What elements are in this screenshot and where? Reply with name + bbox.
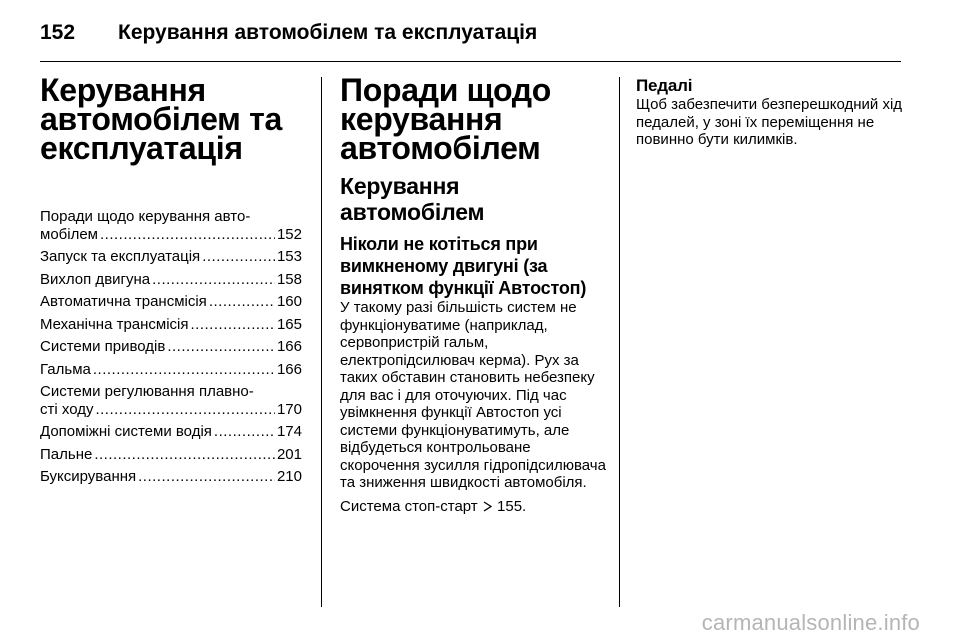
toc-item-label: Допоміжні системи водія bbox=[40, 423, 212, 440]
toc-leader bbox=[95, 401, 275, 419]
toc-item-label: Вихлоп двигуна bbox=[40, 270, 151, 288]
toc-item-page: 174 bbox=[276, 423, 302, 440]
toc-item-page: 201 bbox=[276, 445, 302, 463]
toc-item-label: сті ходу bbox=[40, 400, 94, 418]
pedals-column bbox=[636, 76, 908, 149]
toc-item-page: 152 bbox=[276, 225, 302, 243]
column-divider-1 bbox=[321, 77, 322, 607]
reference-page: 155. bbox=[497, 497, 527, 515]
cross-reference[interactable] bbox=[340, 498, 608, 516]
toc-item[interactable] bbox=[40, 271, 302, 289]
page-number: 152 bbox=[40, 21, 76, 44]
toc-item[interactable] bbox=[40, 293, 302, 311]
section-heading: Керування автомобілем bbox=[340, 173, 485, 225]
toc-item-page: 153 bbox=[276, 248, 302, 265]
driving-hints-column bbox=[340, 72, 608, 515]
subheading: Ніколи не котіться при вимкненому двигуні (за винятком функції Автостоп) bbox=[340, 234, 587, 298]
toc-item-label: Запуск та експлуатація bbox=[40, 248, 201, 265]
toc-item-page: 166 bbox=[276, 338, 302, 355]
toc-leader bbox=[100, 226, 275, 244]
toc-leader bbox=[93, 361, 275, 379]
toc-leader bbox=[152, 271, 275, 289]
toc-list bbox=[40, 208, 302, 486]
toc-item-label: Пальне bbox=[40, 445, 93, 463]
header-rule bbox=[40, 61, 901, 62]
toc-item[interactable] bbox=[40, 248, 302, 266]
toc-item-page: 158 bbox=[276, 270, 302, 288]
toc-item[interactable] bbox=[40, 468, 302, 486]
toc-item-page: 160 bbox=[276, 293, 302, 310]
reference-label: Система стоп-старт bbox=[340, 497, 478, 515]
toc-item-page: 170 bbox=[276, 400, 302, 418]
toc-item-page: 210 bbox=[276, 468, 302, 485]
chapter-title: Керування автомобілем та експлуатація bbox=[40, 72, 282, 166]
pedals-text: Щоб забезпечити безперешкодний хід педалей, у зоні їх переміщення не повинно бути килимків. bbox=[636, 96, 903, 148]
toc-leader bbox=[191, 316, 275, 334]
toc-item-label: Буксирування bbox=[40, 468, 137, 485]
page-reference-arrow-icon bbox=[482, 501, 493, 512]
section-title: Поради щодо керування автомобілем bbox=[340, 72, 552, 166]
toc-item-label: Автоматична трансмісія bbox=[40, 293, 207, 310]
toc-item-page: 166 bbox=[276, 360, 302, 378]
toc-item[interactable] bbox=[40, 208, 302, 243]
chapter-column bbox=[40, 72, 302, 491]
toc-item-label: Гальма bbox=[40, 360, 91, 378]
toc-leader bbox=[138, 468, 275, 486]
toc-leader bbox=[202, 248, 275, 266]
toc-item-label: Механічна трансмісія bbox=[40, 315, 189, 333]
page-header bbox=[40, 18, 537, 48]
toc-item[interactable] bbox=[40, 383, 302, 418]
column-divider-2 bbox=[619, 77, 620, 607]
toc-leader bbox=[94, 446, 275, 464]
header-title: Керування автомобілем та експлуатація bbox=[118, 21, 538, 44]
toc-item-label: мобілем bbox=[40, 225, 98, 243]
toc-item-label: Системи приводів bbox=[40, 338, 166, 355]
pedals-heading: Педалі bbox=[636, 76, 693, 95]
toc-item-page: 165 bbox=[276, 315, 302, 333]
toc-leader bbox=[167, 338, 275, 356]
toc-leader bbox=[209, 293, 275, 311]
toc-item[interactable] bbox=[40, 361, 302, 379]
toc-item-label-line1: Поради щодо керування авто- bbox=[40, 208, 251, 225]
watermark: carmanualsonline.info bbox=[701, 610, 920, 635]
toc-item[interactable] bbox=[40, 446, 302, 464]
toc-item[interactable] bbox=[40, 423, 302, 441]
toc-item[interactable] bbox=[40, 338, 302, 356]
toc-item-label-line1: Системи регулювання плавно- bbox=[40, 383, 254, 400]
toc-leader bbox=[214, 423, 275, 441]
toc-item[interactable] bbox=[40, 316, 302, 334]
body-text: У такому разі більшість систем не функціонуватиме (наприклад, сервопристрій гальм, електропідсилювач керма). Рух за таких обставин становить небезпеку для вас і для оточуючих. Під час увімкнення функції Автостоп усі системи функціонуватимуть, але відбудеться контрольоване скорочення зусилля гідропідсилювача та зниження швидкості автомобіля. bbox=[340, 299, 606, 491]
